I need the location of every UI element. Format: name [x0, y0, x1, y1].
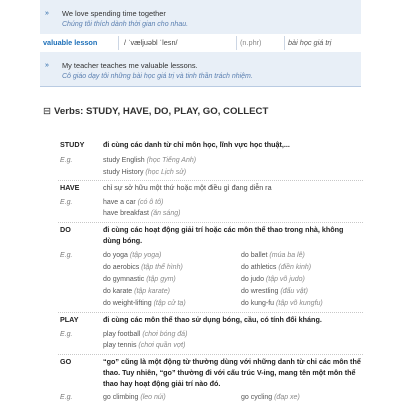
example-item: do aerobics (tập thể hình) [103, 264, 183, 271]
vocab-row [40, 34, 361, 52]
example-item: do ballet (múa ba lê) [241, 252, 305, 259]
vocab-example [40, 0, 361, 34]
example-item: have a car (có ô tô) [103, 199, 164, 206]
study-desc: đi cùng các danh từ chỉ môn học, lĩnh vực học thuật,... [103, 140, 290, 149]
have-desc: chỉ sự sở hữu một thứ hoặc một điều gì đang diễn ra [103, 183, 272, 192]
section-title [43, 106, 268, 117]
vocab-word: valuable lesson [43, 38, 98, 47]
example-item: do athletics (điền kinh) [241, 264, 312, 271]
play-desc: đi cùng các môn thể thao sử dụng bóng, cầu, có tính đối kháng. [103, 315, 322, 324]
vocab-pos: (n.phr) [240, 38, 262, 47]
example-item: do karate (tập karate) [103, 288, 170, 295]
bullet-icon: » [45, 62, 49, 69]
vocab-ipa: / ˈvæljuəbl ˈlesn/ [124, 38, 178, 47]
example-item: do yoga (tập yoga) [103, 252, 162, 259]
example-item: study English (học Tiếng Anh) [103, 157, 197, 164]
verb-play: PLAY [60, 315, 79, 324]
example-vi: Chúng tôi thích dành thời gian cho nhau. [62, 21, 189, 28]
eg-label: E.g. [60, 394, 73, 401]
eg-label: E.g. [60, 199, 73, 206]
bullet-icon: » [45, 10, 49, 17]
example-item: study History (học Lịch sử) [103, 169, 187, 176]
do-desc: đi cùng các hoạt động giải trí hoặc các môn thể thao trong nhà, không dùng bóng. [103, 225, 344, 245]
example-item: do kung-fu (tập võ kungfu) [241, 300, 323, 307]
vocab-example [40, 52, 361, 86]
example-item: play football (chơi bóng đá) [103, 331, 188, 338]
eg-label: E.g. [60, 252, 73, 259]
verb-have: HAVE [60, 183, 80, 192]
cell-divider [284, 36, 285, 50]
example-item: do gymnastic (tập gym) [103, 276, 176, 283]
cell-divider [236, 36, 237, 50]
table-border [40, 86, 361, 87]
section-icon: ⊟ [43, 106, 52, 117]
example-item: play tennis (chơi quần vợt) [103, 342, 186, 349]
eg-label: E.g. [60, 157, 73, 164]
divider [58, 180, 363, 181]
vocab-meaning: bài học giá trị [288, 38, 332, 47]
example-item: do wrestling (đấu vật) [241, 288, 308, 295]
example-item: do weight-lifting (tập cử tạ) [103, 300, 186, 307]
example-item: do judo (tập võ judo) [241, 276, 305, 283]
eg-label: E.g. [60, 331, 73, 338]
example-item: go climbing (leo núi) [103, 394, 166, 401]
divider [58, 312, 363, 313]
verb-study: STUDY [60, 140, 85, 149]
example-item: go cycling (đạp xe) [241, 394, 300, 401]
example-en: We love spending time together [62, 9, 166, 18]
section-title-text: Verbs: STUDY, HAVE, DO, PLAY, GO, COLLECT [54, 106, 269, 117]
verb-do: DO [60, 225, 71, 234]
example-en: My teacher teaches me valuable lessons. [62, 61, 198, 70]
divider [58, 354, 363, 355]
example-vi: Cô giáo dạy tôi những bài học giá trị và tinh thần trách nhiệm. [62, 73, 253, 80]
go-desc: “go” cũng là một động từ thường dùng với những danh từ chỉ các môn thể thao. Tuy nhiên, “go” thường đi với cấu trúc V-ing, mang tên một môn thể thao hay hoạt động giải trí nào đó. [103, 357, 361, 388]
verb-go: GO [60, 357, 72, 366]
example-item: have breakfast (ăn sáng) [103, 210, 181, 217]
divider [58, 222, 363, 223]
